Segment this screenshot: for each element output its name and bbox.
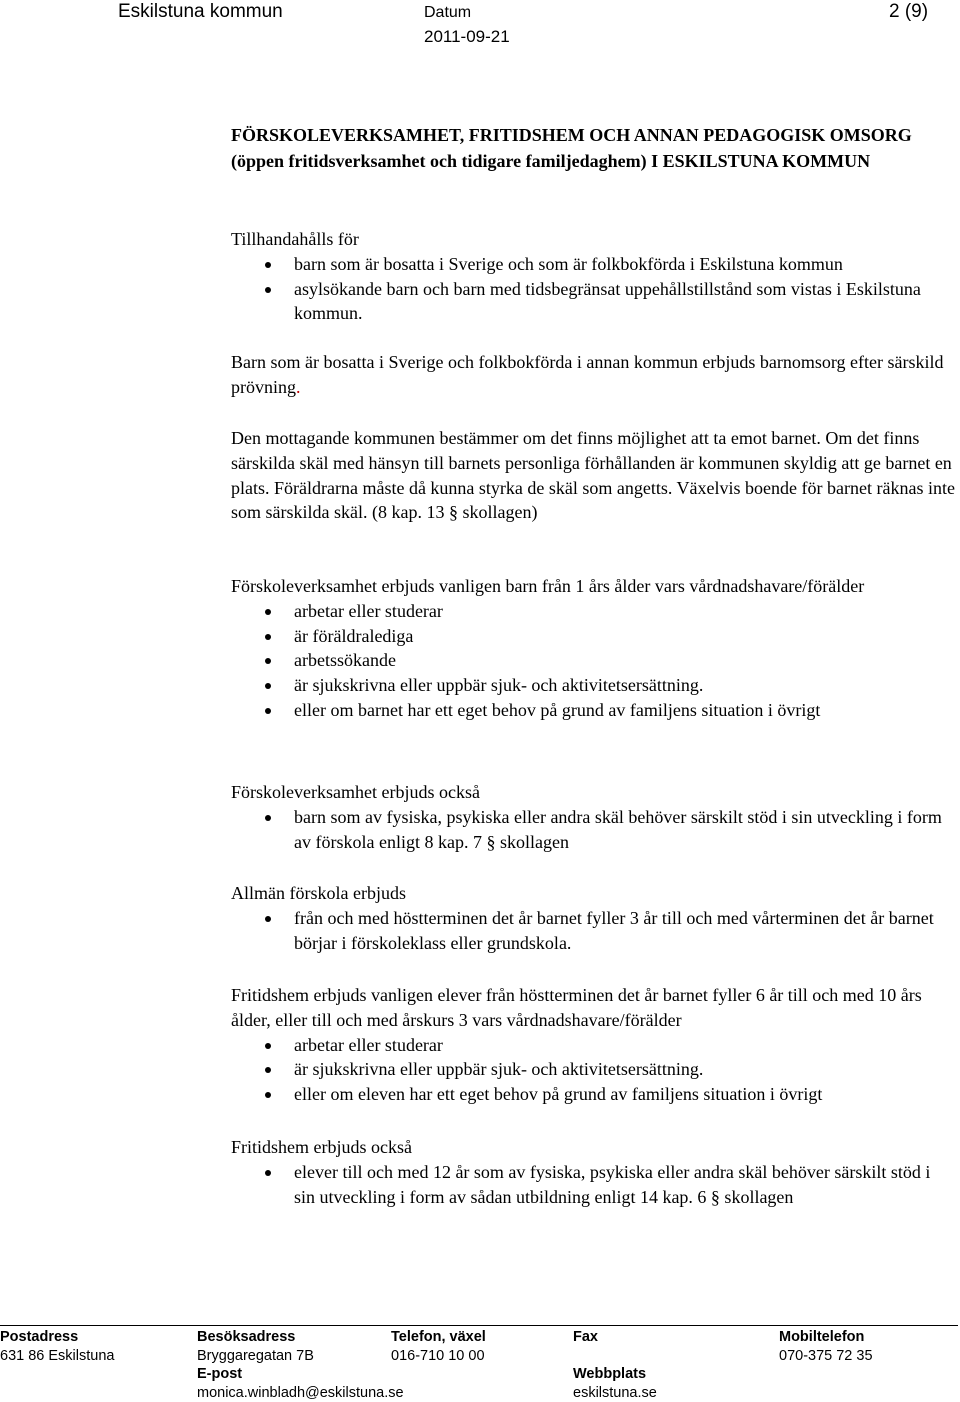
list-item: arbetar eller studerar	[231, 1033, 955, 1058]
red-period: .	[296, 376, 301, 397]
document-title: FÖRSKOLEVERKSAMHET, FRITIDSHEM OCH ANNAN PEDAGOGISK OMSORG (öppen fritidsverksamhet och tidigare familjedaghem) I ESKILSTUNA KOMMUN	[231, 125, 912, 171]
list-item: är föräldralediga	[231, 624, 955, 649]
preschool-also-section	[231, 780, 955, 854]
list-item: är sjukskrivna eller uppbär sjuk- och aktivitetsersättning.	[231, 673, 955, 698]
leisure-intro: Fritidshem erbjuds vanligen elever från höstterminen det år barnet fyller 6 år till och med 10 års ålder, eller till och med årskurs 3 vars vårdnadshavare/förälder	[231, 985, 922, 1030]
footer-divider	[0, 1325, 958, 1326]
footer-postal-column	[0, 1328, 114, 1365]
list-item: arbetar eller studerar	[231, 599, 955, 624]
list-item: från och med höstterminen det år barnet fyller 3 år till och med vårterminen det år barnet börjar i förskoleklass eller grundskola.	[231, 906, 955, 956]
list-item: arbetssökande	[231, 648, 955, 673]
other-municipality-paragraph	[231, 350, 955, 400]
list-item: eller om eleven har ett eget behov på grund av familjens situation i övrigt	[231, 1082, 955, 1107]
footer-postal-label: Postadress	[0, 1329, 79, 1345]
footer-mobile-column	[779, 1328, 873, 1365]
leisure-also-intro: Fritidshem erbjuds också	[231, 1137, 412, 1157]
footer-website-label: Webbplats	[573, 1366, 647, 1382]
header-date: 2011-09-21	[424, 27, 510, 46]
footer-mobile-label: Mobiltelefon	[779, 1329, 865, 1345]
footer-visit-address: Bryggaregatan 7B	[197, 1347, 314, 1364]
footer-email: monica.winbladh@eskilstuna.se	[197, 1384, 404, 1401]
leisure-list	[231, 1033, 955, 1107]
preschool-intro: Förskoleverksamhet erbjuds vanligen barn från 1 års ålder vars vårdnadshavare/förälder	[231, 576, 865, 596]
footer-phone-label: Telefon, växel	[391, 1329, 486, 1345]
provided-intro: Tillhandahålls för	[231, 229, 359, 249]
footer-mobile: 070-375 72 35	[779, 1347, 873, 1364]
leisure-also-list	[231, 1160, 955, 1210]
footer-visit-label: Besöksadress	[197, 1329, 296, 1345]
list-item: asylsökande barn och barn med tidsbegränsat uppehållstillstånd som vistas i Eskilstuna kommun.	[231, 277, 955, 327]
receiving-paragraph: Den mottagande kommunen bestämmer om det finns möjlighet att ta emot barnet. Om det finns särskilda skäl med hänsyn till barnets personliga förhållanden är kommunen skyldig att ge barnet en plats. Föräldrarna måste då kunna styrka de skäl som angetts. Växelvis boende för barnet räknas inte som särskilda skäl. (8 kap. 13 § skollagen)	[231, 428, 955, 523]
footer-fax-column	[573, 1328, 657, 1402]
other-municipality-section	[231, 350, 955, 400]
footer-phone: 016-710 10 00	[391, 1347, 485, 1364]
list-item: barn som av fysiska, psykiska eller andra skäl behöver särskilt stöd i sin utveckling i form av förskola enligt 8 kap. 7 § skollagen	[231, 805, 955, 855]
leisure-also-section	[231, 1135, 955, 1209]
general-preschool-list	[231, 906, 955, 956]
provided-section	[231, 227, 955, 326]
list-item: elever till och med 12 år som av fysiska, psykiska eller andra skäl behöver särskilt stöd i sin utveckling i form av sådan utbildning enligt 14 kap. 6 § skollagen	[231, 1160, 955, 1210]
footer-phone-column	[391, 1328, 486, 1365]
general-preschool-section	[231, 881, 955, 955]
preschool-also-intro: Förskoleverksamhet erbjuds också	[231, 782, 480, 802]
footer-fax-value	[573, 1347, 657, 1366]
header-date-label: Datum	[424, 4, 472, 21]
preschool-section	[231, 574, 955, 723]
header-organization: Eskilstuna kommun	[118, 1, 283, 22]
list-item: är sjukskrivna eller uppbär sjuk- och aktivitetsersättning.	[231, 1057, 955, 1082]
footer-visit-column	[197, 1328, 404, 1402]
preschool-list	[231, 599, 955, 723]
list-item: barn som är bosatta i Sverige och som är folkbokförda i Eskilstuna kommun	[231, 252, 955, 277]
general-preschool-intro: Allmän förskola erbjuds	[231, 883, 406, 903]
receiving-municipality-section	[231, 426, 955, 525]
other-municipality-text: Barn som är bosatta i Sverige och folkbokförda i annan kommun erbjuds barnomsorg efter särskild prövning	[231, 352, 944, 397]
leisure-section	[231, 983, 955, 1107]
footer-email-label: E-post	[197, 1366, 243, 1382]
footer-postal-address: 631 86 Eskilstuna	[0, 1347, 115, 1364]
header-page-number: 2 (9)	[889, 1, 929, 22]
provided-list	[231, 252, 955, 326]
preschool-also-list	[231, 805, 955, 855]
footer-website: eskilstuna.se	[573, 1384, 657, 1401]
list-item: eller om barnet har ett eget behov på grund av familjens situation i övrigt	[231, 698, 955, 723]
footer-fax-label: Fax	[573, 1329, 598, 1345]
